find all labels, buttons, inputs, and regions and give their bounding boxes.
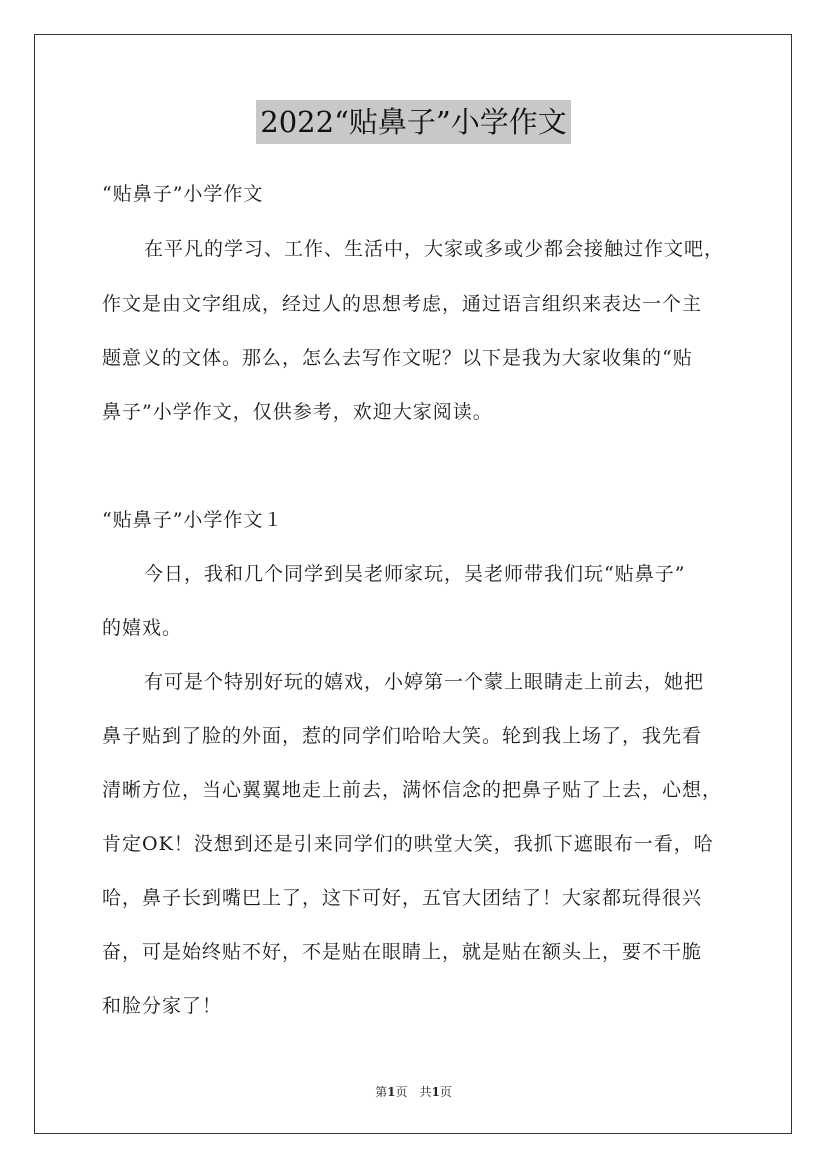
footer-suffix: 页 bbox=[439, 1085, 452, 1099]
title-container bbox=[0, 100, 827, 144]
paragraph-line: 哈，鼻子长到嘴巴上了，这下可好，五官大团结了！大家都玩得很兴 bbox=[102, 887, 703, 909]
footer-prefix: 第 bbox=[375, 1085, 388, 1099]
paragraph-line: 今日，我和几个同学到吴老师家玩，吴老师带我们玩“贴鼻子” bbox=[144, 563, 686, 585]
essay-heading: “贴鼻子”小学作文１ bbox=[102, 509, 284, 531]
paragraph-line: 奋，可是始终贴不好，不是贴在眼睛上，就是贴在额头上，要不干脆 bbox=[102, 941, 703, 963]
footer-mid: 页 共 bbox=[395, 1085, 432, 1099]
document-title: 2022“贴鼻子”小学作文 bbox=[256, 100, 570, 144]
footer-current-page: 1 bbox=[387, 1085, 396, 1099]
paragraph-line: 清晰方位，当心翼翼地走上前去，满怀信念的把鼻子贴了上去，心想， bbox=[102, 779, 723, 801]
page-footer bbox=[0, 1083, 827, 1101]
paragraph-line: 和脸分家了！ bbox=[102, 995, 223, 1017]
paragraph-line: 的嬉戏。 bbox=[102, 617, 183, 639]
intro-line: 作文是由文字组成，经过人的思想考虑，通过语言组织来表达一个主 bbox=[102, 293, 703, 315]
paragraph-line: 有可是个特别好玩的嬉戏，小婷第一个蒙上眼睛走上前去，她把 bbox=[144, 671, 705, 693]
paragraph-line: 肯定OK！没想到还是引来同学们的哄堂大笑，我抓下遮眼布一看，哈 bbox=[102, 833, 714, 855]
paragraph-line: 鼻子贴到了脸的外面，惹的同学们哈哈大笑。轮到我上场了，我先看 bbox=[102, 725, 703, 747]
intro-line: 在平凡的学习、工作、生活中，大家或多或少都会接触过作文吧， bbox=[144, 238, 725, 260]
subheading: “贴鼻子”小学作文 bbox=[102, 183, 264, 205]
intro-line: 鼻子”小学作文，仅供参考，欢迎大家阅读。 bbox=[102, 401, 493, 423]
intro-line: 题意义的文体。那么，怎么去写作文呢？以下是我为大家收集的“贴 bbox=[102, 347, 693, 369]
footer-total-pages: 1 bbox=[431, 1085, 440, 1099]
